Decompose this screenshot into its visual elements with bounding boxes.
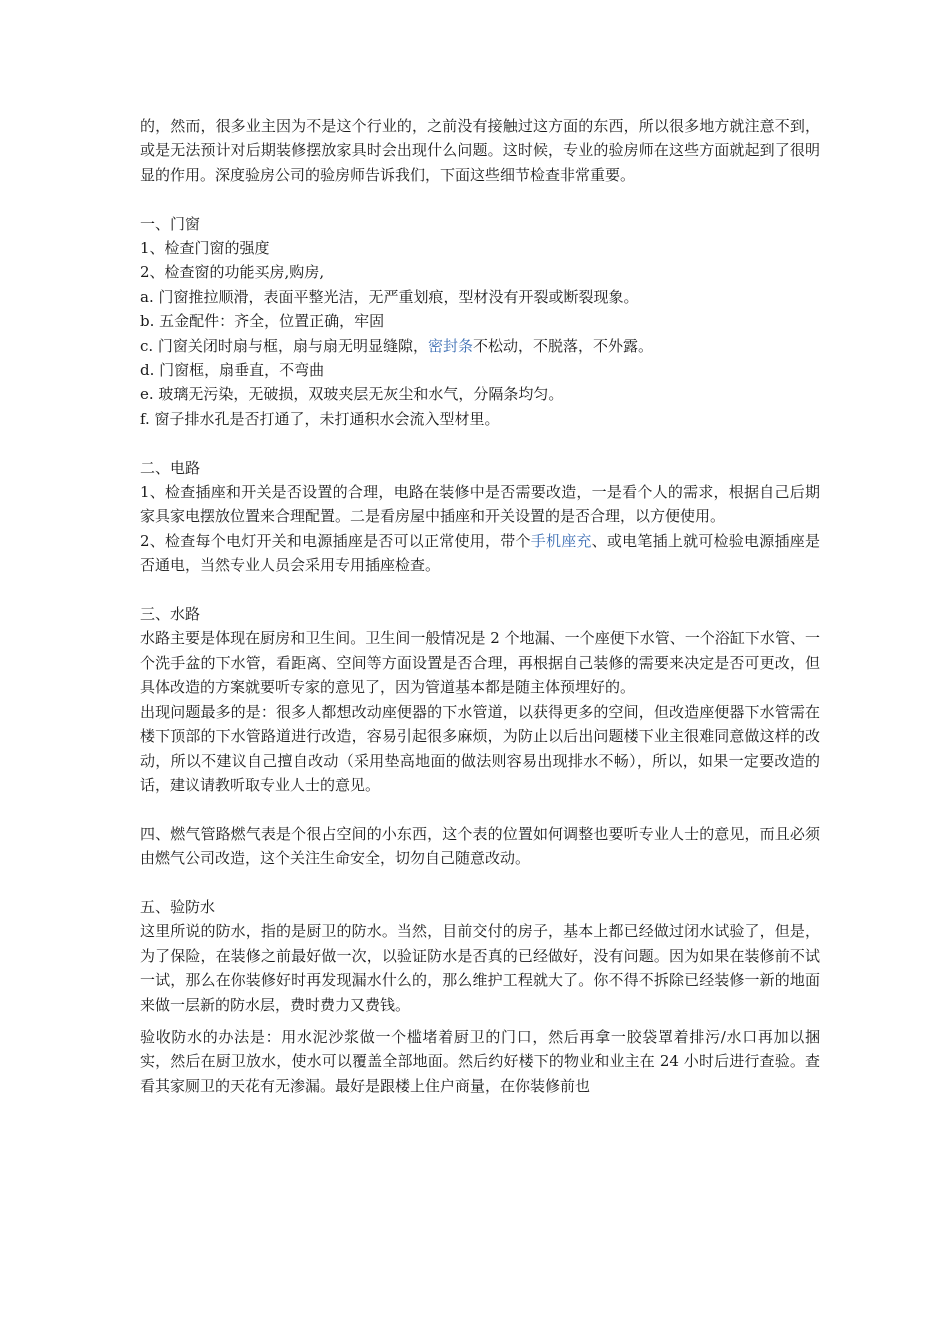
list-item: d. 门窗框，扇垂直，不弯曲 [140, 361, 325, 380]
section-heading-doors-windows: 一、门窗 [140, 214, 201, 233]
list-item: 2、检查窗的功能买房,购房, [140, 263, 325, 282]
spacer [140, 1017, 820, 1025]
list-item: b. 五金配件：齐全，位置正确，牢固 [140, 312, 385, 331]
spacer [140, 431, 820, 455]
paragraph [140, 529, 820, 578]
paragraph-gas: 四、燃气管路燃气表是个很占空间的小东西，这个表的位置如何调整也要听专业人士的意见，而且必须由燃气公司改造，这个关注生命安全，切勿自己随意改动。 [140, 824, 820, 868]
spacer [140, 797, 820, 821]
paragraph-text: 2、检查每个电灯开关和电源插座是否可以正常使用，带个 [140, 531, 531, 550]
sealing-strip-link[interactable]: 密封条 [427, 336, 473, 355]
list-item: e. 玻璃无污染，无破损，双玻夹层无灰尘和水气，分隔条均匀。 [140, 385, 564, 404]
list-item: a. 门窗推拉顺滑，表面平整光洁，无严重划痕，型材没有开裂或断裂现象。 [140, 287, 639, 306]
section-heading-plumbing: 三、水路 [140, 605, 201, 624]
list-item [140, 334, 820, 358]
paragraph-text: 、或电笔插上就可检验电源插座是否通电，当然专业人员会采用专用插座检查。 [140, 531, 820, 575]
paragraph: 水路主要是体现在厨房和卫生间。卫生间一般情况是 2 个地漏、一个座便下水管、一个浴缸下水管、一个洗手盆的下水管，看距离、空间等方面设置是否合理，再根据自己装修的需要来决定是否可更改，但具体改造的方案就要听专家的意见了，因为管道基本都是随主体预埋好的。 [140, 629, 820, 697]
paragraph: 验收防水的办法是：用水泥沙浆做一个槛堵着厨卫的门口，然后再拿一胶袋罩着排污/水口再加以捆实，然后在厨卫放水，使水可以覆盖全部地面。然后约好楼下的物业和业主在 24 小时后进行查验。查看其家厕卫的天花有无渗漏。最好是跟楼上住户商量，在你装修前也 [140, 1027, 820, 1095]
section-heading-waterproofing: 五、验防水 [140, 897, 216, 916]
list-item-text: 不松动，不脱落，不外露。 [472, 336, 653, 355]
spacer [140, 871, 820, 895]
list-item: f. 窗子排水孔是否打通了，未打通积水会流入型材里。 [140, 409, 500, 428]
list-item: 1、检查门窗的强度 [140, 239, 270, 258]
spacer [140, 578, 820, 602]
phone-charger-link[interactable]: 手机座充 [530, 531, 592, 550]
intro-paragraph: 的，然而，很多业主因为不是这个行业的，之前没有接触过这方面的东西，所以很多地方就注意不到，或是无法预计对后期装修摆放家具时会出现什么问题。这时候，专业的验房师在这些方面就起到了很明显的作用。深度验房公司的验房师告诉我们，下面这些细节检查非常重要。 [140, 117, 820, 184]
paragraph: 出现问题最多的是：很多人都想改动座便器的下水管道，以获得更多的空间，但改造座便器下水管需在楼下顶部的下水管路道进行改造，容易引起很多麻烦，为防止以后出问题楼下业主很难同意做这样的改动，所以不建议自己擅自改动（采用垫高地面的做法则容易出现排水不畅），所以，如果一定要改造的话，建议请教听取专业人士的意见。 [140, 702, 820, 794]
paragraph: 1、检查插座和开关是否设置的合理，电路在装修中是否需要改造，一是看个人的需求，根据自己后期家具家电摆放位置来合理配置。二是看房屋中插座和开关设置的是否合理，以方便使用。 [140, 483, 820, 526]
document-body [140, 114, 820, 1098]
list-item-text: c. 门窗关闭时扇与框，扇与扇无明显缝隙， [140, 336, 428, 355]
spacer [140, 187, 820, 211]
section-heading-electrical: 二、电路 [140, 458, 201, 477]
paragraph: 这里所说的防水，指的是厨卫的防水。当然，目前交付的房子，基本上都已经做过闭水试验了，但是，为了保险，在装修之前最好做一次，以验证防水是否真的已经做好，没有问题。因为如果在装修前不试一试，那么在你装修好时再发现漏水什么的，那么维护工程就大了。你不得不拆除已经装修一新的地面来做一层新的防水层，费时费力又费钱。 [140, 922, 820, 1014]
